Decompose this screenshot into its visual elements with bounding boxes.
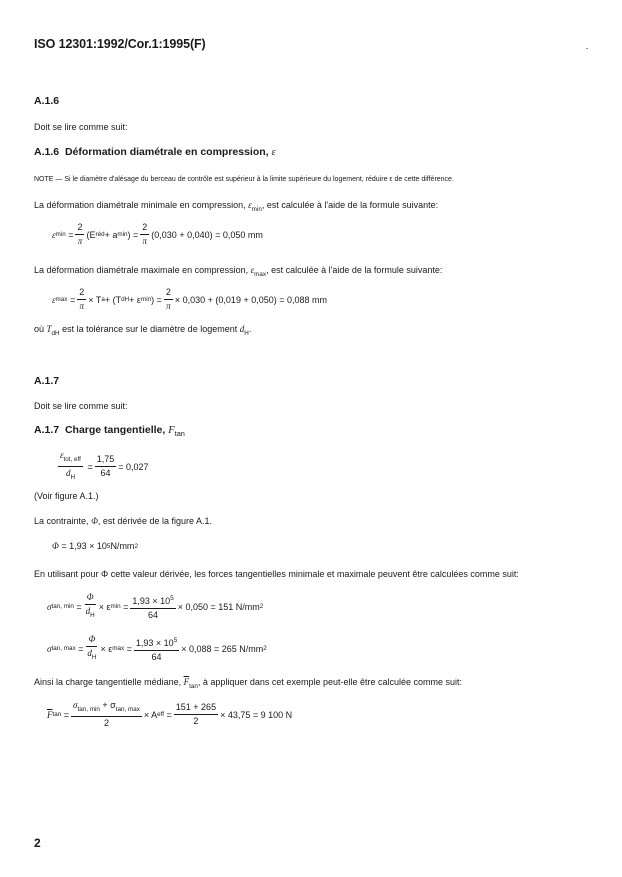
eq-text: 1,93 × 10 — [135, 637, 174, 648]
equation-phi — [52, 541, 138, 551]
eq-sub: max — [112, 645, 125, 652]
subheading-title: Déformation diamétrale en compression, — [64, 146, 269, 158]
symbol: Φ — [91, 516, 98, 526]
subheading-symbol: F — [168, 425, 175, 436]
eq-sub: a — [101, 296, 105, 303]
paragraph-forces: En utilisant pour Φ cette valeur dérivée, les forces tangentielles minimale et maximale peuvent être calculées comme suit: — [34, 569, 519, 579]
eq-lhs: $\overline{F}$ — [47, 709, 53, 720]
fraction — [84, 592, 97, 621]
eq-sub: H — [90, 612, 95, 619]
eq-text: = 0,027 — [118, 461, 149, 472]
eq-text: × 43,75 = 9 100 N — [220, 709, 293, 720]
fraction — [71, 700, 142, 729]
eq-sub: tan, max — [115, 706, 140, 713]
equation-sigma-max: σ tan, max = $\frac{\Phi}{d_H}$ × ε max = $\frac{1,93 \times 10^5}{64}$ × 0,088 = 265 N/mm 2 — [47, 634, 267, 662]
fraction — [164, 287, 173, 312]
superscript: 5 — [173, 636, 178, 644]
frac-num — [58, 450, 83, 467]
paragraph-see-figure: (Voir figure A.1.) — [34, 491, 99, 501]
eq-text: × A — [143, 709, 158, 720]
eq-text: (0,030 + 0,040) = 0,050 mm — [151, 229, 263, 240]
paragraph-max-deformation — [34, 265, 442, 278]
eq-text: = 1,93 × 10 — [61, 541, 107, 551]
text-fragment: La déformation diamétrale minimale en compression, — [34, 200, 246, 210]
frac-den: 2 — [103, 718, 109, 728]
subheading-a17 — [34, 424, 185, 438]
fraction — [75, 222, 84, 247]
eq-text: + a — [104, 229, 118, 240]
scan-mark — [586, 48, 588, 49]
eq-text: N/mm — [110, 541, 135, 551]
frac-num: 2 — [164, 287, 173, 300]
text-fragment: , à appliquer dans cet exemple peut-elle être calculée comme suit: — [197, 677, 463, 687]
section-intro-a16: Doit se lire comme suit: — [34, 122, 128, 132]
note-text: Si le diamètre d'alésage du berceau de contrôle est supérieur à la limite supérieure du logement, réduire ε de cette différence. — [64, 176, 454, 183]
page-number: 2 — [34, 836, 41, 850]
superscript: 2 — [259, 603, 264, 610]
subheading-a16 — [34, 146, 276, 158]
eq-text: × 0,050 = 151 N/mm — [177, 601, 260, 612]
subscript: H — [244, 330, 249, 337]
frac-den — [64, 467, 77, 483]
note-paragraph — [34, 176, 454, 183]
superscript: 2 — [134, 542, 138, 550]
frac-den: π — [77, 236, 83, 246]
frac-num: 2 — [75, 222, 84, 235]
eq-sub: H — [70, 474, 75, 481]
eq-text: × ε — [100, 643, 113, 654]
paragraph-stress — [34, 516, 212, 526]
eq-lhs: ε — [52, 229, 56, 240]
text-fragment: Ainsi la charge tangentielle médiane, — [34, 677, 182, 687]
fraction — [95, 454, 117, 479]
symbol: ε — [250, 265, 255, 275]
subheading-symbol: ε — [271, 147, 276, 158]
section-intro-a17: Doit se lire comme suit: — [34, 401, 128, 411]
superscript: 5 — [106, 542, 111, 550]
subscript: dH — [51, 330, 60, 337]
eq-sub: tot, eff — [63, 456, 81, 463]
frac-den — [85, 647, 98, 663]
eq-sub: dH — [121, 296, 130, 303]
eq-sub: min — [55, 231, 66, 238]
superscript: 5 — [170, 594, 174, 602]
subheading-title: Charge tangentielle, — [64, 424, 166, 436]
eq-text: ) — [127, 229, 131, 240]
section-heading-a17: A.1.7 — [34, 375, 60, 387]
eq-text: × 0,088 = 265 N/mm — [181, 643, 264, 654]
frac-den: 64 — [148, 609, 159, 620]
equation-eps-ratio: $\frac{\varepsilon_{tot, eff}}{d_H}$ = $\frac{1,75}{64}$ = 0,027 — [60, 450, 149, 481]
text-fragment: , est dérivée de la figure A.1. — [97, 516, 212, 526]
eq-lhs: σ — [47, 643, 52, 654]
fraction — [134, 635, 179, 663]
eq-sub: réd — [95, 231, 105, 238]
text-fragment: . — [248, 324, 252, 334]
paragraph-min-deformation — [34, 200, 438, 213]
symbol: d — [239, 324, 245, 334]
frac-den: π — [142, 236, 148, 246]
document-header: ISO 12301:1992/Cor.1:1995(F) — [34, 37, 206, 51]
fraction — [174, 702, 218, 727]
frac-num: 2 — [140, 222, 149, 235]
frac-num: Φ — [85, 592, 96, 605]
eq-text: 1,93 × 10 — [132, 595, 171, 606]
frac-num — [130, 593, 175, 609]
frac-num — [134, 635, 179, 651]
eq-text: + (T — [104, 294, 122, 305]
frac-den — [84, 605, 97, 621]
superscript: 2 — [263, 645, 267, 652]
eq-sub: max — [55, 296, 68, 303]
equation-eps-min: ε min = $\frac{2}{\pi}$ (E réd + a min ) = $\frac{2}{\pi}$ (0,030 + 0,040) = 0,050 mm — [52, 222, 263, 246]
frac-den: π — [166, 301, 171, 311]
text-fragment: , est calculée à l'aide de la formule suivante: — [261, 200, 439, 210]
eq-text: × 0,030 + (0,019 + 0,050) = 0,088 mm — [174, 294, 327, 305]
eq-text: + σ — [99, 700, 116, 710]
eq-sub: min — [110, 603, 121, 610]
frac-den: 64 — [100, 468, 111, 478]
symbol: d — [87, 648, 92, 658]
frac-num: 2 — [77, 287, 86, 300]
frac-den: 64 — [151, 651, 162, 662]
fraction — [85, 634, 98, 663]
text-fragment: La déformation diamétrale maximale en compression, — [34, 265, 249, 275]
fraction — [130, 593, 175, 621]
fraction — [58, 450, 83, 483]
eq-lhs: σ — [47, 601, 52, 612]
paragraph-tolerance — [34, 324, 251, 337]
text-fragment: , est calculée à l'aide de la formule suivante: — [266, 265, 443, 275]
symbol: $\overline{F}$ — [183, 677, 190, 687]
section-heading-a16: A.1.6 — [34, 95, 60, 107]
eq-sub: eff — [157, 711, 165, 718]
eq-text: (E — [86, 229, 96, 240]
frac-den: π — [79, 301, 84, 311]
eq-lhs: ε — [52, 294, 56, 305]
eq-sub: tan, max — [51, 645, 76, 652]
symbol: Φ — [52, 541, 59, 551]
note-label: NOTE — — [34, 176, 63, 183]
eq-sub: min — [117, 231, 128, 238]
eq-sub: min — [140, 296, 152, 303]
eq-sub: tan — [52, 711, 62, 718]
text-fragment: où — [34, 324, 45, 334]
symbol: σ — [73, 700, 78, 710]
frac-den: 2 — [193, 716, 199, 726]
symbol: d — [65, 468, 71, 478]
equation-median-force: $\overline{F}$ tan = $\frac{\sigma_{tan, min} + \sigma_{tan, max}}{2}$ × A eff = $\frac{151 + 265}{2}$ × 43,75 = 9 100 N — [47, 700, 293, 728]
symbol: ε — [60, 450, 64, 460]
fraction — [140, 222, 149, 247]
text-fragment: est la tolérance sur le diamètre de logement — [62, 324, 238, 334]
eq-sub: tan, min — [51, 603, 74, 610]
subscript: max — [254, 271, 267, 278]
eq-text: × ε — [98, 601, 111, 612]
symbol: ε — [248, 200, 252, 210]
frac-num: 1,75 — [95, 454, 117, 467]
subscript: tan — [189, 683, 198, 690]
eq-text: + ε — [129, 294, 141, 305]
subheading-number: A.1.7 — [34, 424, 60, 436]
symbol: T — [46, 324, 52, 334]
eq-text: ) = — [151, 294, 162, 305]
frac-num — [71, 700, 142, 717]
paragraph-median-load — [34, 677, 462, 690]
frac-num: 151 + 265 — [174, 702, 218, 715]
symbol: d — [85, 606, 91, 616]
equation-sigma-min: σ tan, min = $\frac{\Phi}{d_H}$ × ε min = $\frac{1,93 \times 10^5}{64}$ × 0,050 = 151 N/mm 2 — [47, 592, 264, 620]
frac-num: Φ — [86, 634, 97, 647]
text-fragment: La contrainte, — [34, 516, 89, 526]
fraction — [77, 287, 86, 312]
subscript: min — [251, 206, 262, 213]
equation-eps-max: ε max = $\frac{2}{\pi}$ × T a + (T dH + ε min ) = $\frac{2}{\pi}$ × 0,030 + (0,019 + 0,050) = 0,088 mm — [52, 287, 327, 311]
subscript: tan — [174, 429, 185, 438]
eq-text: × T — [88, 294, 102, 305]
eq-sub: tan, min — [77, 706, 100, 713]
eq-sub: H — [91, 654, 97, 661]
subheading-number: A.1.6 — [34, 146, 60, 158]
